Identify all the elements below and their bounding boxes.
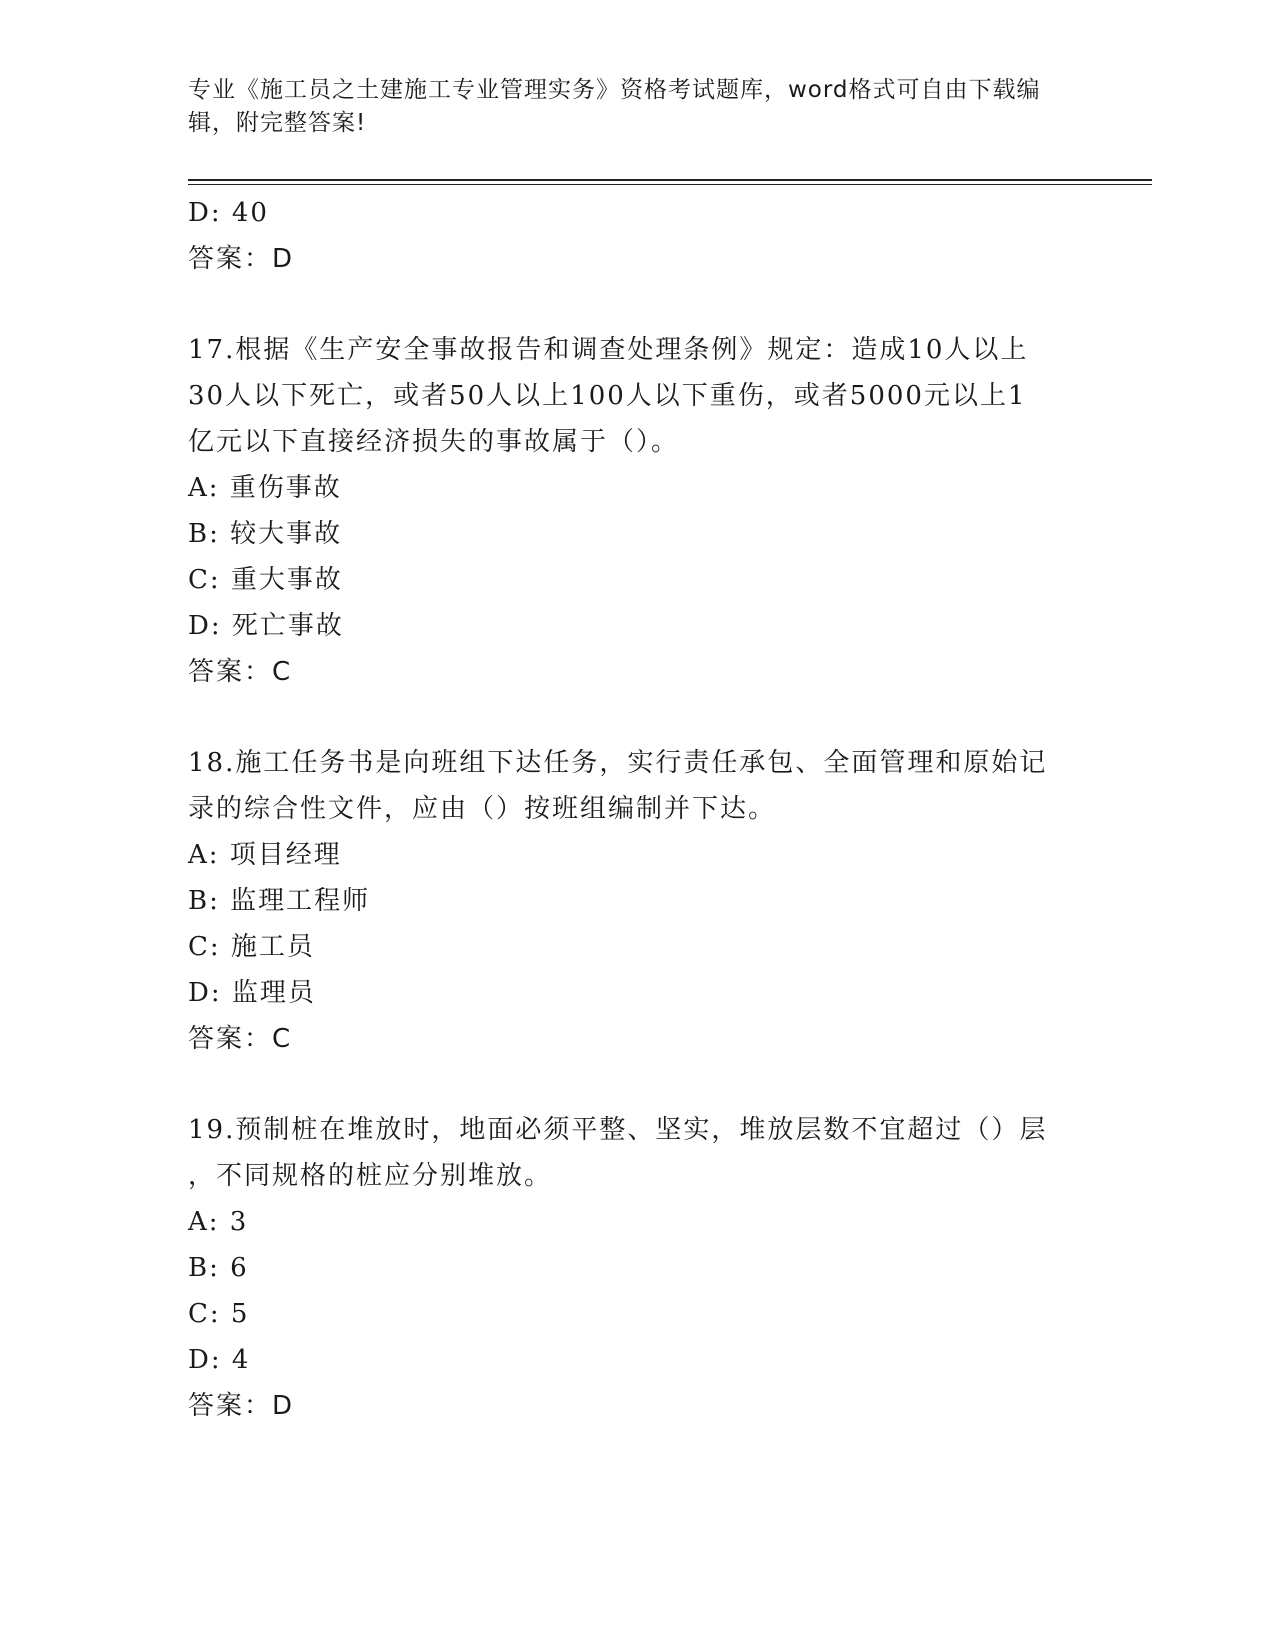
answer-line: 答案：D: [188, 244, 295, 274]
option-d: D: 死亡事故: [188, 611, 344, 641]
question-text: [188, 327, 1088, 465]
question-text: [188, 1107, 1088, 1199]
option-d: D: 监理员: [188, 978, 316, 1008]
option-b: B: 6: [188, 1253, 249, 1283]
question-line: 亿元以下直接经济损失的事故属于（）。: [188, 427, 680, 457]
option-d: D: 40: [188, 198, 269, 228]
option-c: C: 施工员: [188, 932, 315, 962]
question-17: [188, 327, 1088, 695]
question-text: [188, 740, 1088, 832]
question-line: 30人以下死亡，或者50人以上100人以下重伤，或者5000元以上1: [188, 381, 1027, 411]
question-line: 17.根据《生产安全事故报告和调查处理条例》规定：造成10人以上: [188, 335, 1029, 365]
page-header: [188, 74, 1068, 140]
header-line-1: 专业《施工员之土建施工专业管理实务》资格考试题库，word格式可自由下载编: [188, 77, 1041, 103]
answer-line: 答案：D: [188, 1391, 295, 1421]
document-body: [188, 190, 1088, 1429]
option-c: C: 重大事故: [188, 565, 343, 595]
question-19: [188, 1107, 1088, 1429]
option-b: B: 较大事故: [188, 519, 343, 549]
spacer: [188, 1062, 1088, 1107]
previous-question-tail: [188, 190, 1088, 282]
spacer: [188, 695, 1088, 740]
option-a: A: 3: [188, 1207, 249, 1237]
answer-line: 答案：C: [188, 657, 293, 687]
question-line: ，不同规格的桩应分别堆放。: [188, 1161, 553, 1191]
question-line: 录的综合性文件，应由（）按班组编制并下达。: [188, 794, 777, 824]
header-rule-thick: [188, 179, 1152, 181]
spacer: [188, 282, 1088, 327]
answer-line: 答案：C: [188, 1024, 293, 1054]
header-rule-thin: [188, 184, 1152, 185]
question-line: 19.预制桩在堆放时，地面必须平整、坚实，堆放层数不宜超过（）层: [188, 1115, 1048, 1145]
header-line-2: 辑，附完整答案!: [188, 110, 367, 136]
option-c: C: 5: [188, 1299, 250, 1329]
option-a: A: 重伤事故: [188, 473, 342, 503]
option-a: A: 项目经理: [188, 840, 342, 870]
option-b: B: 监理工程师: [188, 886, 371, 916]
question-18: [188, 740, 1088, 1062]
option-d: D: 4: [188, 1345, 251, 1375]
question-line: 18.施工任务书是向班组下达任务，实行责任承包、全面管理和原始记: [188, 748, 1048, 778]
